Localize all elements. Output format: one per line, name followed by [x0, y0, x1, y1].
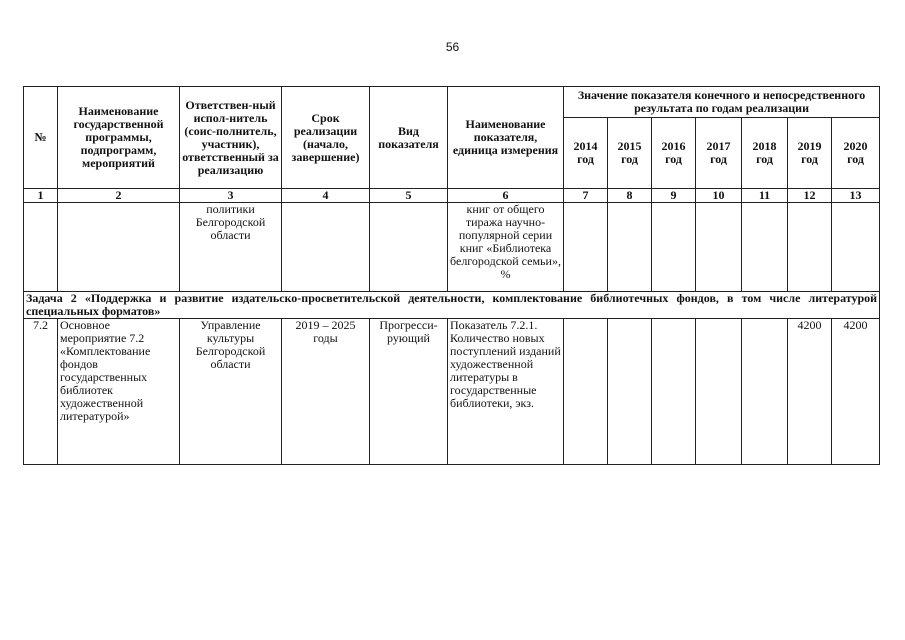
header-type: Вид показателя: [370, 87, 448, 189]
column-number: 10: [696, 189, 742, 203]
header-indicator: Наименование показателя, единица измерения: [448, 87, 564, 189]
column-number: 4: [282, 189, 370, 203]
column-number: 11: [742, 189, 788, 203]
column-number: 2: [58, 189, 180, 203]
header-year: 2016 год: [652, 118, 696, 189]
column-number: 6: [448, 189, 564, 203]
column-number: 9: [652, 189, 696, 203]
row-value-2014: [564, 319, 608, 465]
cell-empty: [370, 203, 448, 292]
row-term: 2019 – 2025 годы: [282, 319, 370, 465]
header-year: 2018 год: [742, 118, 788, 189]
cell-empty: [608, 203, 652, 292]
cell-empty: [24, 203, 58, 292]
row-indicator: Показатель 7.2.1. Количество новых поступлений изданий художественной литературы в государственные библиотеки, экз.: [448, 319, 564, 465]
column-number: 13: [832, 189, 880, 203]
column-number: 3: [180, 189, 282, 203]
header-year: 2020 год: [832, 118, 880, 189]
row-value-2017: [696, 319, 742, 465]
continuation-row: [24, 203, 880, 292]
cell-empty: [832, 203, 880, 292]
row-responsible: Управление культуры Белгородской области: [180, 319, 282, 465]
header-program: Наименование государственной программы, подпрограмм, мероприятий: [58, 87, 180, 189]
header-values: Значение показателя конечного и непосредственного результата по годам реализации: [564, 87, 880, 118]
header-number: №: [24, 87, 58, 189]
row-value-2016: [652, 319, 696, 465]
task-row: [24, 292, 880, 319]
continuation-responsible: политики Белгородской области: [180, 203, 282, 292]
column-number: 7: [564, 189, 608, 203]
row-number: 7.2: [24, 319, 58, 465]
header-row: [24, 87, 880, 118]
cell-empty: [652, 203, 696, 292]
cell-empty: [788, 203, 832, 292]
row-program: Основное мероприятие 7.2 «Комплектование фондов государственных библиотек художественной литературой»: [58, 319, 180, 465]
task-title: Задача 2 «Поддержка и развитие издательско-просветительской деятельности, комплектование библиотечных фондов, в том числе литературой специальных форматов»: [24, 292, 880, 319]
table-row: [24, 319, 880, 465]
cell-empty: [742, 203, 788, 292]
header-responsible: Ответствен-ный испол-нитель (соис-полнитель, участник), ответственный за реализацию: [180, 87, 282, 189]
indicators-table: [23, 86, 880, 465]
header-year: 2014 год: [564, 118, 608, 189]
cell-empty: [58, 203, 180, 292]
row-type: Прогресси-рующий: [370, 319, 448, 465]
cell-empty: [696, 203, 742, 292]
row-value-2015: [608, 319, 652, 465]
row-value-2019: 4200: [788, 319, 832, 465]
header-year: 2017 год: [696, 118, 742, 189]
row-value-2020: 4200: [832, 319, 880, 465]
column-number: 12: [788, 189, 832, 203]
column-number: 5: [370, 189, 448, 203]
cell-empty: [282, 203, 370, 292]
cell-empty: [564, 203, 608, 292]
column-number: 1: [24, 189, 58, 203]
column-number-row: [24, 189, 880, 203]
header-year: 2019 год: [788, 118, 832, 189]
header-year: 2015 год: [608, 118, 652, 189]
column-number: 8: [608, 189, 652, 203]
row-value-2018: [742, 319, 788, 465]
page-number: 56: [445, 40, 460, 54]
continuation-indicator: книг от общего тиража научно-популярной серии книг «Библиотека белгородской семьи», %: [448, 203, 564, 292]
header-term: Срок реализации (начало, завершение): [282, 87, 370, 189]
